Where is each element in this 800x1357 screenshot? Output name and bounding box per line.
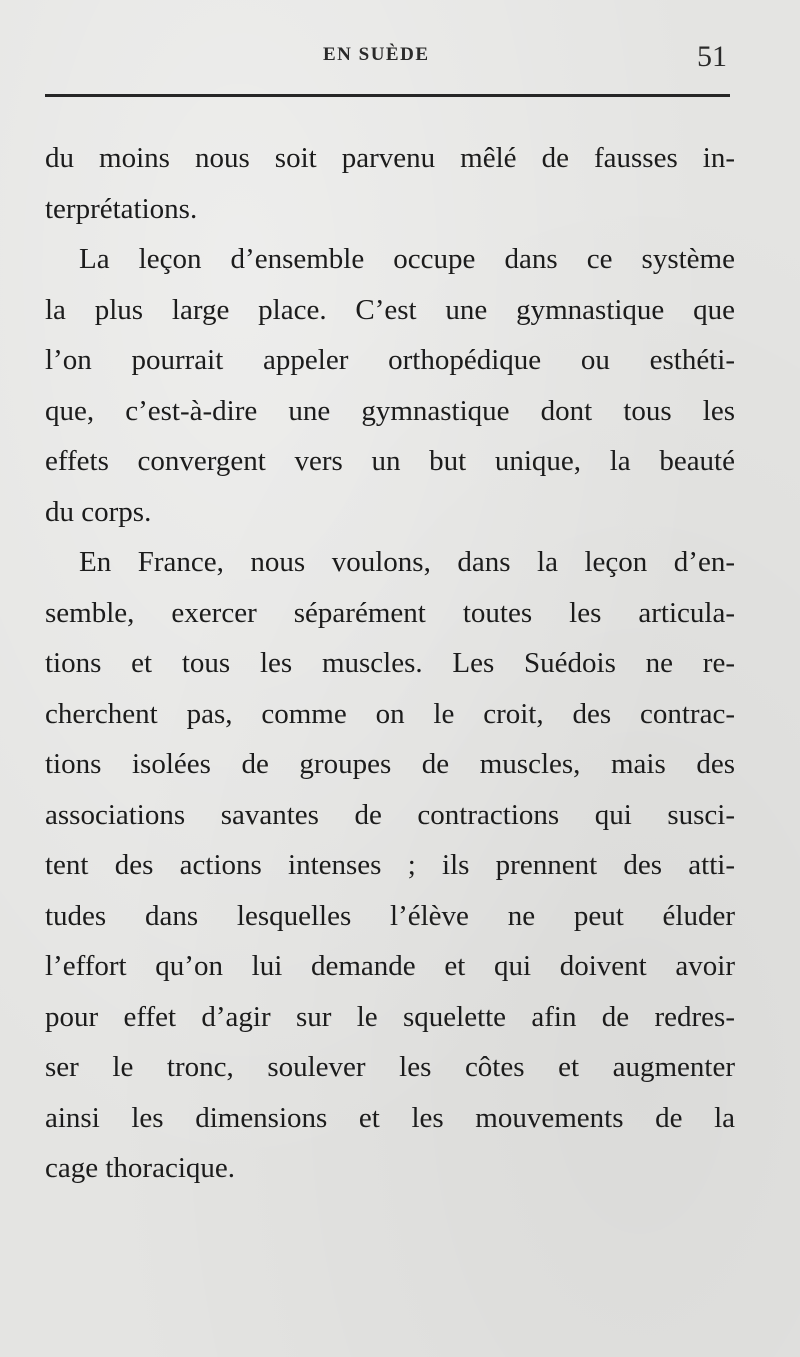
text-line: tent des actions intenses ; ils prennent des atti- xyxy=(45,849,735,881)
text-line: tudes dans lesquelles l’élève ne peut éluder xyxy=(45,899,735,932)
text-line: tions et tous les muscles. Les Suédois ne re- xyxy=(45,647,735,679)
text-line: associations savantes de contractions qui susci- xyxy=(45,798,735,831)
text-line: tions isolées de groupes de muscles, mais des xyxy=(45,748,735,780)
running-head xyxy=(0,42,800,76)
text-line: du moins nous soit parvenu mêlé de fausses in- xyxy=(45,142,735,174)
text-line: du corps. xyxy=(45,495,152,528)
text-line: semble, exercer séparément toutes les articula- xyxy=(45,596,735,629)
text-line: pour effet d’agir sur le squelette afin de redres- xyxy=(45,1000,735,1033)
text-line: effets convergent vers un but unique, la beauté xyxy=(45,445,735,477)
text-line: La leçon d’ensemble occupe dans ce système xyxy=(79,243,735,275)
text-line: ainsi les dimensions et les mouvements de la xyxy=(45,1101,735,1134)
running-title: EN SUÈDE xyxy=(323,44,430,65)
text-line: cherchent pas, comme on le croit, des contrac- xyxy=(45,697,735,730)
text-line: cage thoracique. xyxy=(45,1152,236,1184)
page-number: 51 xyxy=(697,40,727,73)
text-line: l’effort qu’on lui demande et qui doivent avoir xyxy=(45,950,735,982)
text-line: l’on pourrait appeler orthopédique ou esthéti- xyxy=(45,344,735,376)
text-line: terprétations. xyxy=(45,192,198,225)
text-line: En France, nous voulons, dans la leçon d’en- xyxy=(79,546,735,578)
text-body xyxy=(45,133,735,1194)
text-line: ser le tronc, soulever les côtes et augmenter xyxy=(45,1051,735,1083)
header-rule xyxy=(45,94,730,97)
text-line: que, c’est-à-dire une gymnastique dont tous les xyxy=(45,394,735,427)
text-line: la plus large place. C’est une gymnastique que xyxy=(45,293,735,326)
